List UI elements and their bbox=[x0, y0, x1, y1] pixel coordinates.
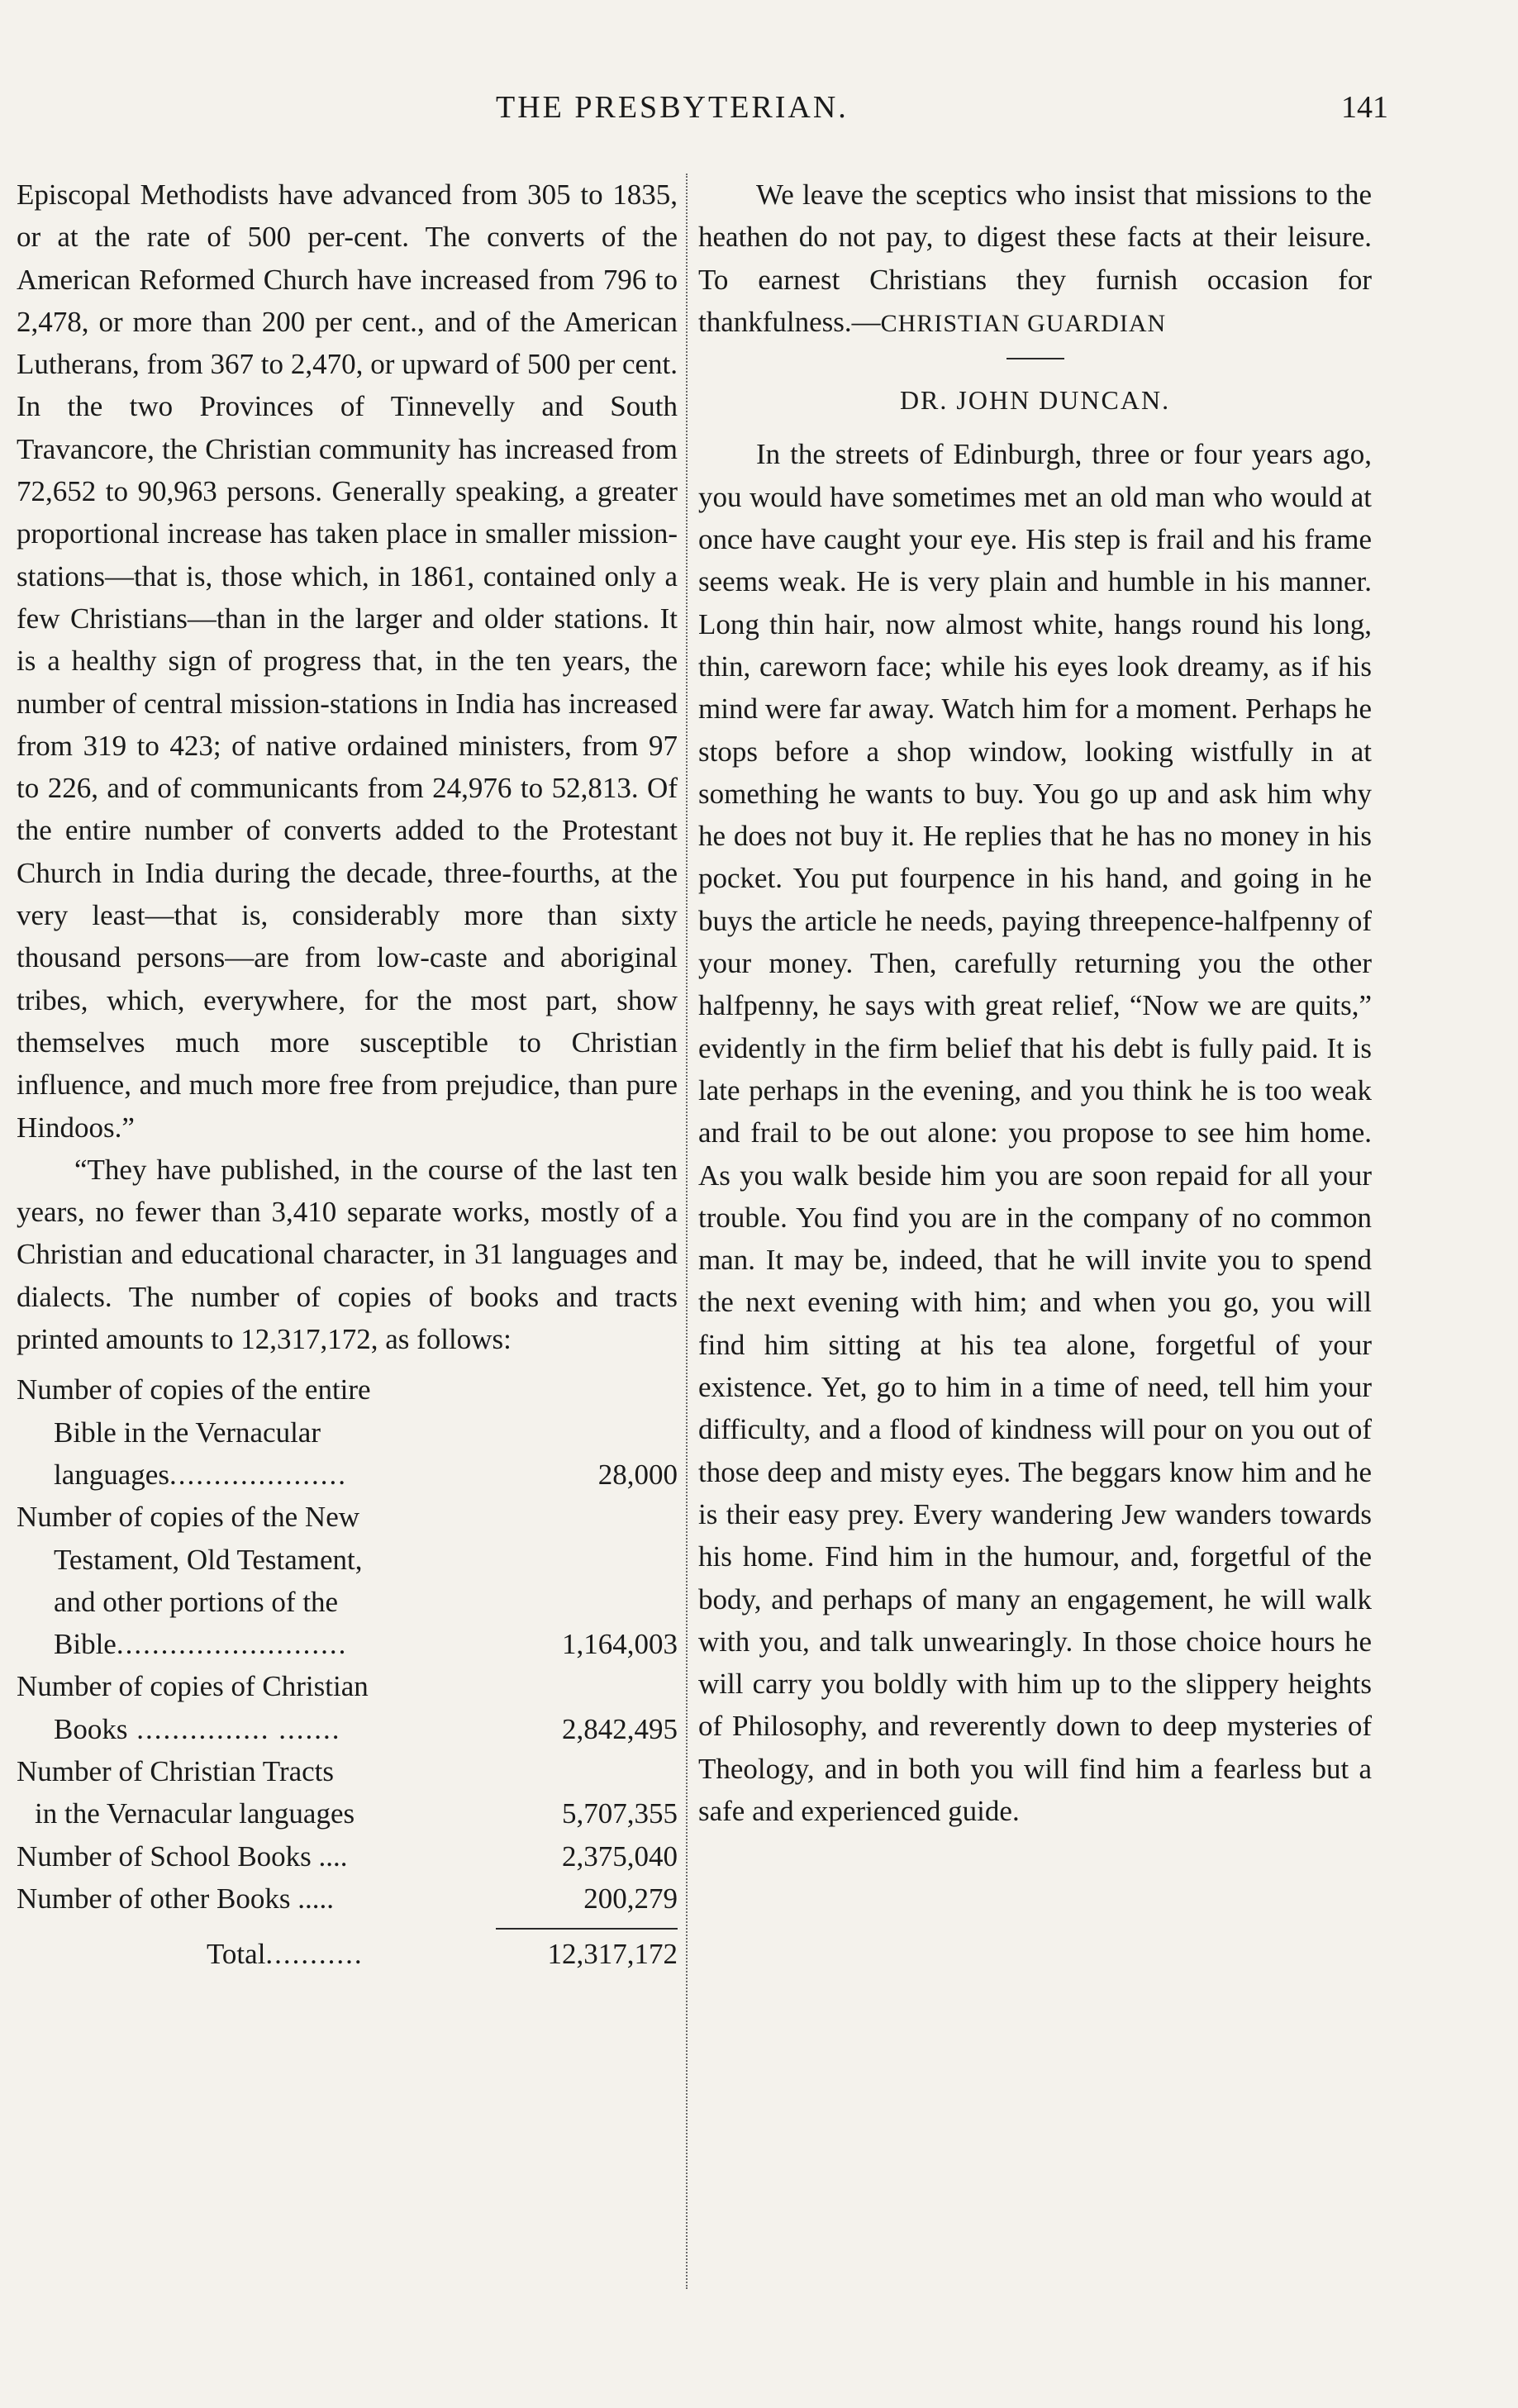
right-column bbox=[698, 174, 1372, 1832]
table-row bbox=[17, 1496, 678, 1665]
row-line bbox=[17, 1454, 678, 1496]
page-number: 141 bbox=[1341, 90, 1388, 125]
right-paragraph-1: We leave the sceptics who insist that missions to the heathen do not pay, to digest these facts at their leisure. To earnest Christians they furnish occasion for thankfulness.—CHRISTIAN GUARDIAN bbox=[698, 178, 1372, 338]
article-title: DR. JOHN DUNCAN. bbox=[899, 385, 1171, 416]
total-value: 12,317,172 bbox=[547, 1938, 678, 1971]
total-label: Total........... bbox=[207, 1938, 364, 1971]
row-label: Books ............... ....... bbox=[54, 1712, 341, 1745]
row-line bbox=[17, 1792, 678, 1835]
table-row bbox=[17, 1665, 678, 1750]
row-label-line: Number of Christian Tracts bbox=[17, 1754, 335, 1787]
row-value: 2,375,040 bbox=[562, 1839, 678, 1873]
column-divider bbox=[686, 174, 688, 2289]
copies-table bbox=[17, 1368, 678, 1975]
table-row bbox=[17, 1835, 678, 1877]
section-rule bbox=[1006, 358, 1064, 359]
row-line bbox=[17, 1708, 678, 1750]
row-label: languages.................... bbox=[54, 1458, 347, 1491]
row-label: Number of other Books ..... bbox=[17, 1882, 334, 1915]
running-head bbox=[33, 89, 1388, 136]
journal-title: THE PRESBYTERIAN. bbox=[496, 90, 849, 125]
row-label-line: Number of copies of the New bbox=[17, 1501, 360, 1534]
table-row bbox=[17, 1368, 678, 1496]
row-label-line: Number of copies of the entire bbox=[17, 1373, 371, 1406]
row-label-line: Number of copies of Christian bbox=[17, 1670, 369, 1703]
row-value: 28,000 bbox=[597, 1458, 678, 1491]
row-label: in the Vernacular languages bbox=[35, 1797, 355, 1830]
row-label-line: Bible in the Vernacular bbox=[54, 1416, 321, 1449]
left-paragraph-2: “They have published, in the course of the last ten years, no fewer than 3,410 separate works, mostly of a Christian and educational character, in 31 languages and dialects. The number of copies of books and tracts printed amounts to 12,317,172, as follows: bbox=[17, 1153, 678, 1356]
row-label-line: Testament, Old Testament, bbox=[54, 1543, 363, 1576]
row-value: 1,164,003 bbox=[562, 1628, 678, 1661]
left-paragraph-1: Episcopal Methodists have advanced from 305 to 1835, or at the rate of 500 per-cent. The converts of the American Reformed Church have increased from 796 to 2,478, or more than 200 per cent., and of the American Lutherans, from 367 to 2,470, or upward of 500 per cent. In the two Provinces of Tinnevelly and South Travancore, the Christian community has increased from 72,652 to 90,963 persons. Generally speaking, a greater proportional increase has taken place in smaller mission-stations—that is, those which, in 1861, contained only a few Christians—than in the larger and older stations. It is a healthy sign of progress that, in the ten years, the number of central mission-stations in India has increased from 319 to 423; of native ordained ministers, from 97 to 226, and of communicants from 24,976 to 52,813. Of the entire number of converts added to the Protestant Church in India during the decade, three-fourths, at the very least—that is, considerably more than sixty thousand persons—are from low-caste and aboriginal tribes, which, everywhere, for the most part, show themselves much more susceptible to Christian influence, and much more free from prejudice, than pure Hindoos.” bbox=[17, 178, 678, 1144]
right-paragraph-2: In the streets of Edinburgh, three or four years ago, you would have sometimes met an old man who would at once have caught your eye. His step is frail and his frame seems weak. He is very plain and humble in his manner. Long thin hair, now almost white, hangs round his long, thin, careworn face; while his eyes look dreamy, as if his mind were far away. Watch him for a moment. Perhaps he stops before a shop window, looking wistfully in at something he wants to buy. You go up and ask him why he does not buy it. He replies that he has no money in his pocket. You put fourpence in his hand, and going in he buys the article he needs, paying threepence-halfpenny of your money. Then, carefully returning you the other halfpenny, he says with great relief, “Now we are quits,” evidently in the firm belief that his debt is fully paid. It is late perhaps in the evening, and you think he is too weak and frail to be out alone: you propose to see him home. As you walk beside him you are soon repaid for all your trouble. You find you are in the company of no common man. It may be, indeed, that he will invite you to spend the next evening with him; and when you go, you will find him sitting at his tea alone, forgetful of your existence. Yet, go to him in a time of need, tell him your difficulty, and a flood of kindness will pour on you out of those deep and misty eyes. The beggars know him and he is their easy prey. Every wandering Jew wanders towards his home. Find him in the humour, and, forgetful of the body, and perhaps of many an engagement, he will walk with you, and talk unwearingly. In those choice hours he will carry you boldly with him up to the slippery heights of Philosophy, and reverently down to deep mysteries of Theology, and in both you will find him a fearless but a safe and experienced guide. bbox=[698, 438, 1372, 1827]
row-value: 2,842,495 bbox=[562, 1712, 678, 1745]
table-row bbox=[17, 1750, 678, 1835]
left-column bbox=[17, 174, 678, 1975]
row-value: 200,279 bbox=[583, 1882, 678, 1915]
row-label: Number of School Books .... bbox=[17, 1839, 348, 1873]
total-row bbox=[17, 1933, 678, 1975]
row-line bbox=[17, 1623, 678, 1665]
row-label-line: and other portions of the bbox=[54, 1585, 339, 1618]
sum-rule bbox=[496, 1928, 678, 1930]
row-label: Bible.......................... bbox=[54, 1628, 348, 1661]
table-row bbox=[17, 1877, 678, 1920]
source-credit: CHRISTIAN GUARDIAN bbox=[880, 309, 1167, 337]
row-value: 5,707,355 bbox=[562, 1797, 678, 1830]
